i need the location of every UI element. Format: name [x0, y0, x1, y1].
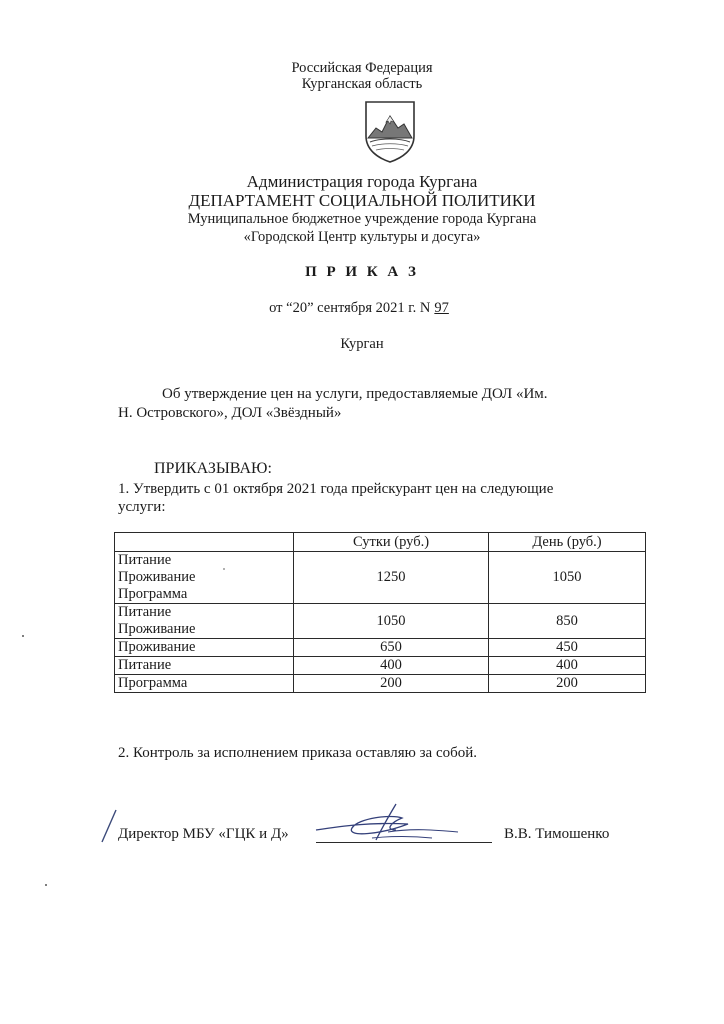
- scan-speck: [45, 884, 47, 886]
- command-word: ПРИКАЗЫВАЮ:: [154, 460, 272, 477]
- order-date-line: [0, 300, 724, 317]
- country-line: Российская Федерация: [291, 60, 433, 76]
- table-row: [115, 657, 646, 675]
- administration-line: Администрация города Кургана: [246, 172, 478, 191]
- subject-line-1: Об утверждение цен на услуги, предоставляемые ДОЛ «Им.: [162, 386, 548, 402]
- handwritten-signature: [312, 800, 462, 850]
- header-day: День (руб.): [489, 533, 646, 552]
- item-2: 2. Контроль за исполнением приказа оставляю за собой.: [118, 745, 478, 761]
- day-night-price: 1250: [294, 552, 489, 604]
- order-title: П Р И К А З: [305, 264, 419, 280]
- region-line: Курганская область: [301, 76, 423, 92]
- service-cell: Проживание: [115, 639, 294, 657]
- service-cell: Программа: [115, 675, 294, 693]
- kurgan-coat-of-arms-icon: [358, 98, 422, 164]
- service-item: Проживание: [118, 569, 196, 585]
- institution-line: Муниципальное бюджетное учреждение города Кургана: [187, 211, 537, 227]
- service-item: Питание: [118, 604, 172, 620]
- service-item: Программа: [118, 586, 188, 602]
- scan-speck: [223, 568, 225, 570]
- signatory-name: В.В. Тимошенко: [504, 826, 610, 842]
- service-cell: [115, 604, 294, 639]
- table-row: [115, 639, 646, 657]
- scan-speck: [22, 635, 24, 637]
- order-number: 97: [434, 300, 449, 316]
- item-1-line-2: услуги:: [118, 499, 166, 515]
- price-table: [114, 532, 646, 693]
- department-line: ДЕПАРТАМЕНТ СОЦИАЛЬНОЙ ПОЛИТИКИ: [188, 191, 536, 210]
- day-price: 450: [489, 639, 646, 657]
- subject-line-2: Н. Островского», ДОЛ «Звёздный»: [118, 405, 342, 421]
- signatory-position: Директор МБУ «ГЦК и Д»: [118, 826, 289, 842]
- day-price: 400: [489, 657, 646, 675]
- day-price: 200: [489, 675, 646, 693]
- service-item: Проживание: [118, 621, 196, 637]
- table-header-row: [115, 533, 646, 552]
- header-service: [115, 533, 294, 552]
- pen-stroke-mark: [98, 808, 120, 844]
- service-item: Питание: [118, 552, 172, 568]
- service-cell: [115, 552, 294, 604]
- table-row: [115, 552, 646, 604]
- day-night-price: 400: [294, 657, 489, 675]
- item-1-line-1: 1. Утвердить с 01 октября 2021 года прейскурант цен на следующие: [118, 481, 554, 497]
- table-row: [115, 675, 646, 693]
- day-price: 1050: [489, 552, 646, 604]
- order-city: Курган: [340, 336, 384, 352]
- day-night-price: 1050: [294, 604, 489, 639]
- header-day-night: Сутки (руб.): [294, 533, 489, 552]
- day-night-price: 650: [294, 639, 489, 657]
- table-row: [115, 604, 646, 639]
- service-cell: Питание: [115, 657, 294, 675]
- day-night-price: 200: [294, 675, 489, 693]
- institution-name-line: «Городской Центр культуры и досуга»: [243, 229, 481, 245]
- day-price: 850: [489, 604, 646, 639]
- order-date: от “20” сентября 2021 г. N: [269, 300, 431, 316]
